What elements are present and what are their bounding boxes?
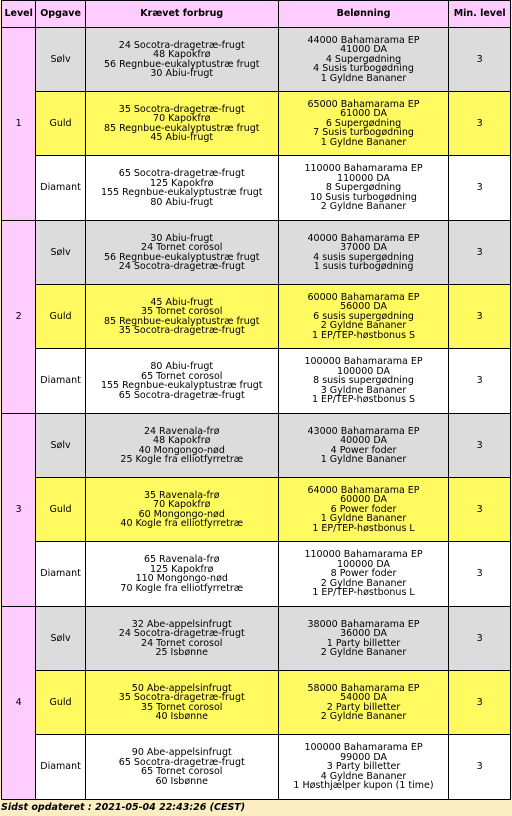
reward-item: 56000 DA — [340, 301, 387, 313]
task-name-cell: Guld — [36, 671, 84, 734]
table-row — [2, 28, 510, 91]
reward-item: 54000 DA — [340, 692, 387, 703]
required-item: 25 Isbønne — [155, 647, 209, 658]
reward-item: 4 susis supergødning — [313, 251, 414, 263]
required-item: 125 Kapokfrø — [150, 177, 214, 189]
table-row — [2, 542, 510, 606]
header-required: Krævet forbrug — [86, 1, 278, 27]
reward-item: 110000 DA — [337, 172, 390, 184]
reward-item: 65000 Bahamarama EP — [307, 98, 420, 110]
min-level-cell: 3 — [449, 221, 510, 284]
required-item: 24 Socotra-dragetræ-frugt — [118, 261, 245, 272]
required-item: 155 Regnbue-eukalyptustræ frugt — [100, 380, 263, 391]
required-item: 32 Abe-appelsinfrugt — [131, 618, 232, 630]
reward-cell — [279, 28, 449, 91]
required-item: 70 Kapokfrø — [153, 113, 211, 124]
required-cell — [86, 478, 278, 541]
required-item: 35 Ravenala-frø — [143, 489, 220, 501]
level-cell: 3 — [2, 414, 35, 606]
reward-item: 64000 Bahamarama EP — [307, 484, 420, 496]
required-item: 24 Socotra-dragetræ-frugt — [118, 39, 245, 51]
reward-item: 100000 Bahamarama EP — [304, 356, 423, 368]
reward-item: 99000 DA — [340, 751, 387, 763]
required-item: 45 Abiu-frugt — [150, 132, 214, 143]
reward-item: 10 Susis turbogødning — [310, 191, 417, 203]
required-item: 30 Abiu-frugt — [150, 68, 214, 79]
header-reward: Belønning — [279, 1, 449, 27]
reward-item: 7 Susis turbogødning — [313, 127, 414, 139]
required-item: 35 Tornet corosol — [141, 306, 223, 317]
task-name-cell: Guld — [36, 92, 84, 155]
reward-cell — [279, 478, 449, 541]
reward-item: 40000 Bahamarama EP — [307, 232, 420, 244]
reward-item: 2 Gyldne Bananer — [320, 711, 407, 722]
reward-item: 110000 Bahamarama EP — [304, 163, 423, 175]
required-item: 90 Abe-appelsinfrugt — [131, 747, 232, 758]
required-item: 65 Socotra-dragetræ-frugt — [118, 389, 245, 401]
required-item: 60 Mongongo-nød — [138, 508, 225, 520]
reward-item: 4 Gyldne Bananer — [320, 770, 407, 782]
reward-item: 8 Supergødning — [325, 182, 402, 194]
required-cell — [86, 92, 278, 155]
min-level-cell: 3 — [449, 285, 510, 348]
reward-cell — [279, 542, 449, 606]
required-cell — [86, 414, 278, 477]
level-cell: 1 — [2, 28, 35, 220]
reward-item: 61000 DA — [340, 108, 387, 120]
reward-cell — [279, 414, 449, 477]
reward-item: 2 Gyldne Bananer — [320, 647, 407, 658]
required-item: 48 Kapokfrø — [153, 49, 211, 60]
reward-item: 60000 DA — [340, 494, 387, 506]
reward-item: 1 Gyldne Bananer — [320, 513, 407, 525]
level-cell: 2 — [2, 221, 35, 413]
required-cell — [86, 28, 278, 91]
required-item: 24 Tornet corosol — [141, 242, 223, 253]
required-item: 70 Kogle fra elliotfyrretræ — [120, 582, 244, 594]
reward-item: 1 susis turbogødning — [313, 261, 414, 272]
table-row — [2, 478, 510, 541]
required-cell — [86, 735, 278, 799]
required-item: 40 Mongongo-nød — [138, 444, 225, 456]
reward-cell — [279, 735, 449, 799]
reward-cell — [279, 156, 449, 220]
reward-cell — [279, 221, 449, 284]
required-item: 45 Abiu-frugt — [150, 296, 214, 308]
required-item: 40 Kogle fra elliotfyrretræ — [120, 518, 244, 529]
header-min-level: Min. level — [449, 1, 510, 27]
required-cell — [86, 349, 278, 413]
required-item: 65 Socotra-dragetræ-frugt — [118, 168, 245, 179]
reward-cell — [279, 349, 449, 413]
required-item: 155 Regnbue-eukalyptustræ frugt — [100, 187, 263, 198]
quest-table — [1, 0, 511, 800]
required-item: 60 Isbønne — [155, 775, 209, 787]
task-name-cell: Guld — [36, 478, 84, 541]
reward-item: 3 Party billetter — [326, 761, 401, 773]
task-name-cell: Sølv — [36, 221, 84, 284]
min-level-cell: 3 — [449, 92, 510, 155]
required-cell — [86, 285, 278, 348]
reward-item: 36000 DA — [340, 628, 387, 639]
required-item: 48 Kapokfrø — [153, 435, 211, 446]
min-level-cell: 3 — [449, 607, 510, 670]
level-cell: 4 — [2, 607, 35, 799]
reward-item: 1 Gyldne Bananer — [320, 136, 407, 148]
header-row — [2, 1, 510, 27]
min-level-cell: 3 — [449, 542, 510, 606]
task-name-cell: Diamant — [36, 156, 84, 220]
required-item: 24 Socotra-dragetræ-frugt — [118, 628, 245, 639]
reward-item: 6 susis supergødning — [313, 310, 414, 322]
task-name-cell: Diamant — [36, 542, 84, 606]
task-name-cell: Sølv — [36, 28, 84, 91]
min-level-cell: 3 — [449, 735, 510, 799]
reward-item: 37000 DA — [340, 242, 387, 253]
reward-item: 38000 Bahamarama EP — [307, 618, 420, 630]
reward-item: 44000 Bahamarama EP — [307, 34, 420, 46]
required-item: 85 Regnbue-eukalyptustræ frugt — [103, 122, 260, 134]
reward-item: 40000 DA — [340, 435, 387, 446]
required-cell — [86, 156, 278, 220]
required-item: 80 Abiu-frugt — [150, 361, 214, 372]
reward-item: 4 Supergødning — [325, 53, 402, 65]
reward-item: 2 Gyldne Bananer — [320, 320, 407, 332]
reward-item: 1 Gyldne Bananer — [320, 72, 407, 84]
table-row — [2, 221, 510, 284]
task-name-cell: Diamant — [36, 735, 84, 799]
table-row — [2, 735, 510, 799]
table-row — [2, 671, 510, 734]
min-level-cell: 3 — [449, 28, 510, 91]
reward-item: 100000 DA — [337, 365, 390, 377]
required-item: 35 Socotra-dragetræ-frugt — [118, 692, 245, 703]
required-item: 65 Tornet corosol — [141, 766, 223, 777]
reward-item: 1 Høsthjælper kupon (1 time) — [293, 780, 434, 792]
task-name-cell: Sølv — [36, 607, 84, 670]
required-item: 25 Kogle fra elliotfyrretræ — [120, 454, 244, 465]
reward-item: 60000 Bahamarama EP — [307, 291, 420, 303]
reward-item: 100000 Bahamarama EP — [304, 742, 423, 754]
required-item: 24 Tornet corosol — [141, 637, 223, 649]
table-row — [2, 414, 510, 477]
task-name-cell: Diamant — [36, 349, 84, 413]
required-item: 125 Kapokfrø — [150, 563, 214, 575]
required-item: 110 Mongongo-nød — [135, 573, 228, 584]
required-item: 65 Socotra-dragetræ-frugt — [118, 756, 245, 768]
reward-item: 1 EP/TEP-høstbonus L — [312, 587, 415, 599]
reward-item: 6 Supergødning — [325, 117, 402, 129]
last-updated: Sidst opdateret : 2021-05-04 22:43:26 (CEST) — [1, 802, 246, 813]
required-item: 35 Tornet corosol — [141, 701, 223, 713]
header-task: Opgave — [36, 1, 84, 27]
reward-item: 41000 DA — [340, 44, 387, 56]
reward-item: 4 Susis turbogødning — [313, 63, 414, 75]
min-level-cell: 3 — [449, 414, 510, 477]
reward-item: 100000 DA — [337, 558, 390, 570]
reward-item: 8 susis supergødning — [313, 375, 414, 387]
reward-item: 1 EP/TEP-høstbonus L — [312, 522, 415, 534]
min-level-cell: 3 — [449, 478, 510, 541]
required-item: 35 Socotra-dragetræ-frugt — [118, 103, 245, 115]
min-level-cell: 3 — [449, 156, 510, 220]
reward-item: 1 EP/TEP-høstbonus S — [311, 394, 416, 406]
reward-cell — [279, 671, 449, 734]
reward-item: 6 Power foder — [330, 503, 397, 515]
required-item: 50 Abe-appelsinfrugt — [131, 682, 232, 694]
reward-item: 1 Party billetter — [326, 637, 401, 649]
required-item: 65 Ravenala-frø — [143, 554, 220, 565]
table-row — [2, 607, 510, 670]
required-item: 35 Socotra-dragetræ-frugt — [118, 325, 245, 336]
required-item: 40 Isbønne — [155, 711, 209, 722]
required-item: 30 Abiu-frugt — [150, 232, 214, 244]
min-level-cell: 3 — [449, 349, 510, 413]
required-item: 56 Regnbue-eukalyptustræ frugt — [103, 58, 260, 70]
task-name-cell: Guld — [36, 285, 84, 348]
required-item: 65 Tornet corosol — [141, 370, 223, 382]
required-item: 85 Regnbue-eukalyptustræ frugt — [103, 315, 260, 327]
reward-cell — [279, 285, 449, 348]
table-row — [2, 285, 510, 348]
required-item: 24 Ravenala-frø — [143, 425, 220, 437]
reward-item: 2 Gyldne Bananer — [320, 577, 407, 589]
min-level-cell: 3 — [449, 671, 510, 734]
table-row — [2, 92, 510, 155]
reward-item: 2 Gyldne Bananer — [320, 201, 407, 213]
reward-item: 110000 Bahamarama EP — [304, 549, 423, 561]
required-item: 80 Abiu-frugt — [150, 196, 214, 208]
reward-item: 3 Gyldne Bananer — [320, 384, 407, 396]
required-cell — [86, 671, 278, 734]
reward-item: 43000 Bahamarama EP — [307, 425, 420, 437]
required-item: 70 Kapokfrø — [153, 499, 211, 510]
required-cell — [86, 221, 278, 284]
task-name-cell: Sølv — [36, 414, 84, 477]
required-item: 56 Regnbue-eukalyptustræ frugt — [103, 251, 260, 263]
header-level: Level — [2, 1, 35, 27]
reward-item: 1 Gyldne Bananer — [320, 454, 407, 465]
table-row — [2, 349, 510, 413]
required-cell — [86, 607, 278, 670]
reward-item: 58000 Bahamarama EP — [307, 682, 420, 694]
reward-item: 8 Power foder — [330, 568, 397, 580]
table-row — [2, 156, 510, 220]
reward-cell — [279, 92, 449, 155]
required-cell — [86, 542, 278, 606]
reward-item: 2 Party billetter — [326, 701, 401, 713]
reward-item: 4 Power foder — [330, 444, 397, 456]
reward-item: 1 EP/TEP-høstbonus S — [311, 329, 416, 341]
reward-cell — [279, 607, 449, 670]
